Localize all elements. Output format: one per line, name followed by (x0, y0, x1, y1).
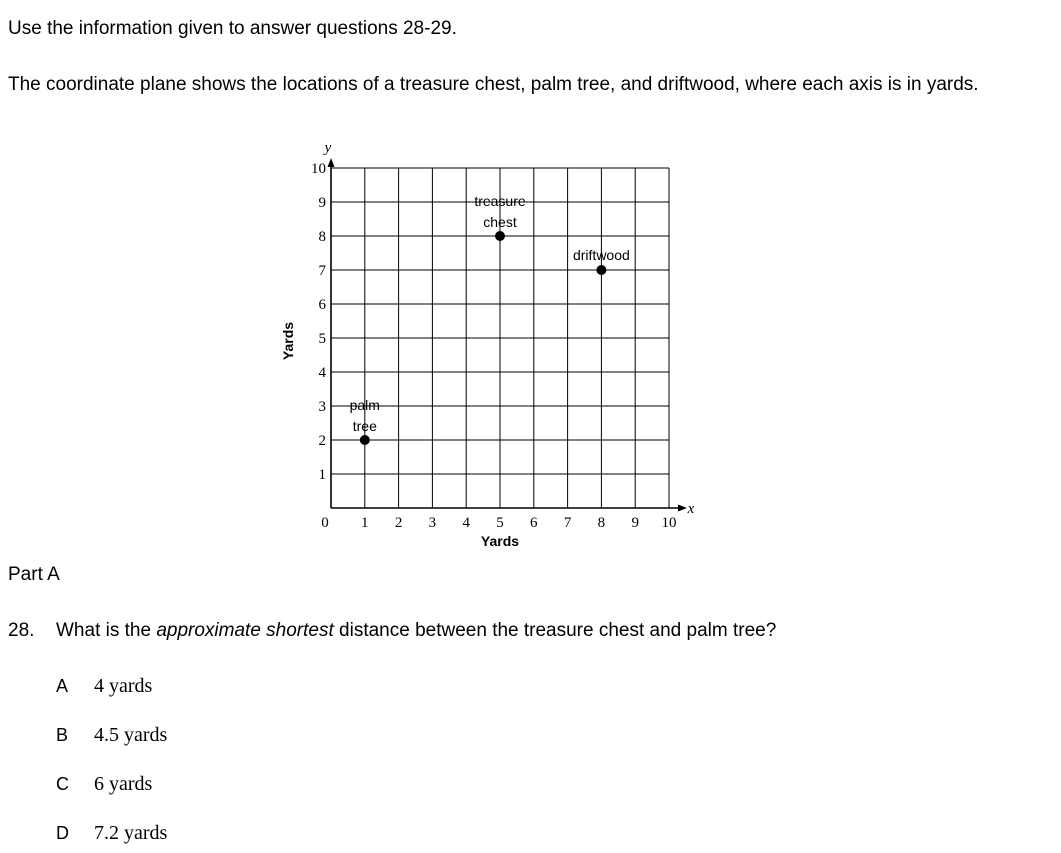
x-tick-label: 9 (631, 515, 639, 531)
point-marker (360, 435, 370, 445)
part-label: Part A (8, 564, 60, 585)
plotted-points (350, 193, 630, 445)
y-tick-label: 7 (318, 263, 326, 279)
choice-text: 7.2 yards (94, 822, 168, 844)
y-axis-label: Yards (280, 321, 296, 361)
y-axis-variable: y (324, 140, 332, 156)
choice-letter: B (56, 725, 69, 745)
axes (328, 158, 688, 512)
point-label: driftwood (572, 247, 630, 263)
question-28 (8, 617, 776, 645)
choice-text: 4.5 yards (94, 724, 168, 746)
point-marker (495, 231, 505, 241)
x-tick-label: 1 (361, 515, 369, 531)
x-tick-label: 2 (394, 515, 403, 531)
y-tick-label: 4 (318, 365, 326, 381)
y-axis-arrow (328, 158, 335, 167)
choice-c[interactable] (56, 770, 216, 798)
question-emphasis: approximate shortest (156, 620, 334, 641)
x-tick-label: 8 (597, 515, 606, 531)
x-tick-label: 6 (530, 515, 538, 531)
x-tick-label: 5 (496, 515, 504, 531)
y-tick-label: 6 (318, 297, 326, 313)
point-label: treasure (474, 193, 526, 209)
x-axis-variable: x (687, 501, 695, 517)
choice-letter: C (56, 774, 69, 794)
x-tick-label: 3 (428, 515, 437, 531)
point-label: palm (349, 397, 380, 413)
choice-d[interactable] (56, 819, 216, 847)
x-tick-label: 0 (321, 515, 329, 531)
choice-a[interactable] (56, 672, 216, 700)
y-tick-label: 3 (318, 399, 326, 415)
choice-letter: D (56, 823, 69, 843)
x-tick-label: 10 (661, 515, 677, 531)
problem-stem: The coordinate plane shows the locations of a treasure chest, palm tree, and driftwood, where each axis is in yards. (8, 74, 979, 95)
point-marker (596, 265, 606, 275)
choice-text: 6 yards (94, 773, 153, 795)
x-tick-label: 7 (563, 515, 572, 531)
x-axis-label: Yards (480, 533, 520, 549)
question-text-before: What is the (56, 620, 157, 641)
x-axis-arrow (678, 505, 687, 512)
x-tick-label: 4 (462, 515, 470, 531)
y-tick-label: 8 (318, 229, 326, 245)
choice-letter: A (56, 676, 69, 696)
question-text-after: distance between the treasure chest and palm tree? (333, 620, 777, 641)
y-tick-label: 9 (318, 195, 326, 211)
point-label: tree (352, 418, 377, 434)
y-tick-label: 10 (311, 161, 326, 177)
y-tick-label: 2 (318, 433, 326, 449)
point-label: chest (483, 214, 517, 230)
question-number: 28. (8, 620, 35, 641)
intro-text: Use the information given to answer questions 28-29. (8, 18, 457, 39)
y-tick-label: 1 (318, 467, 326, 483)
choice-b[interactable] (56, 721, 216, 749)
y-tick-label: 5 (318, 331, 326, 347)
choice-text: 4 yards (94, 675, 153, 697)
